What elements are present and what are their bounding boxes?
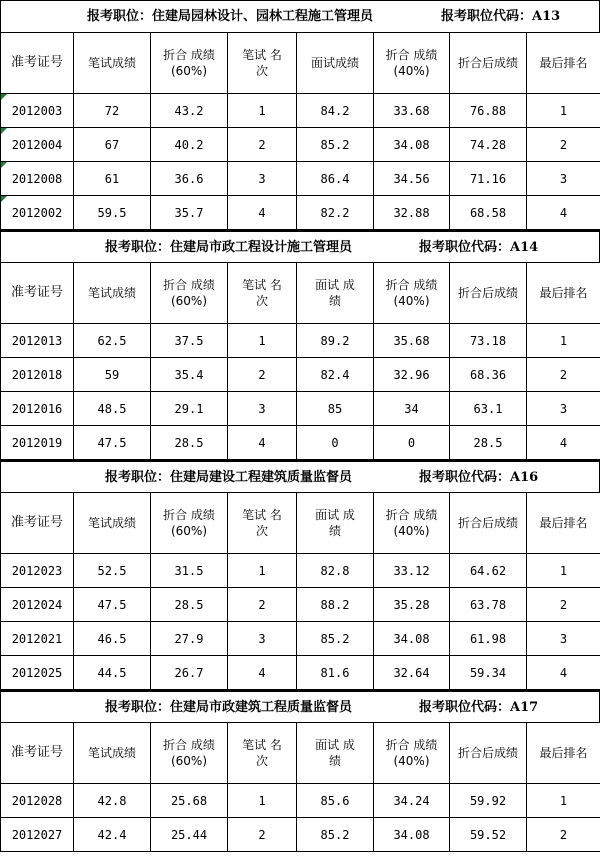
position-code: 报考职位代码：A13 bbox=[441, 9, 561, 24]
cell-interview: 84.2 bbox=[297, 94, 374, 128]
header-id bbox=[1, 723, 74, 784]
cell-conv-interview: 33.12 bbox=[374, 554, 450, 588]
header-final-rank bbox=[527, 723, 600, 784]
section-title bbox=[0, 690, 600, 722]
cell-total: 64.62 bbox=[450, 554, 527, 588]
cell-total: 59.92 bbox=[450, 784, 527, 818]
table-row bbox=[1, 162, 600, 196]
header-conv-written-text: 折合 成绩 bbox=[163, 48, 215, 62]
cell-written-rank: 4 bbox=[228, 426, 297, 460]
header-written-rank bbox=[228, 263, 297, 324]
cell-interview: 85.2 bbox=[297, 128, 374, 162]
header-conv-written-text: (60%) bbox=[170, 524, 208, 538]
cell-id: 2012013 bbox=[1, 324, 74, 358]
cell-written-rank: 1 bbox=[228, 784, 297, 818]
header-written-rank-text: 笔试 名 bbox=[242, 738, 282, 752]
cell-total: 28.5 bbox=[450, 426, 527, 460]
cell-written-rank: 2 bbox=[228, 818, 297, 852]
header-interview-text: 面试 成 bbox=[315, 738, 355, 752]
cell-final-rank: 2 bbox=[527, 358, 600, 392]
header-interview bbox=[297, 33, 374, 94]
cell-conv-interview: 35.28 bbox=[374, 588, 450, 622]
cell-interview: 88.2 bbox=[297, 588, 374, 622]
cell-id: 2012028 bbox=[1, 784, 74, 818]
table-row bbox=[1, 554, 600, 588]
cell-id: 2012008 bbox=[1, 162, 74, 196]
cell-final-rank: 4 bbox=[527, 656, 600, 690]
header-row bbox=[1, 263, 600, 324]
cell-conv-written: 28.5 bbox=[151, 588, 228, 622]
cell-interview: 86.4 bbox=[297, 162, 374, 196]
cell-written: 44.5 bbox=[74, 656, 151, 690]
cell-conv-interview: 34 bbox=[374, 392, 450, 426]
header-conv-interview-text: (40%) bbox=[393, 294, 430, 308]
cell-written-rank: 3 bbox=[228, 622, 297, 656]
cell-written-rank: 3 bbox=[228, 392, 297, 426]
cell-total: 68.36 bbox=[450, 358, 527, 392]
header-written-rank bbox=[228, 33, 297, 94]
header-id-text: 准考证号 bbox=[10, 55, 63, 70]
cell-written-rank: 2 bbox=[228, 358, 297, 392]
cell-conv-interview: 34.08 bbox=[374, 818, 450, 852]
header-conv-written bbox=[151, 493, 228, 554]
cell-interview: 85.6 bbox=[297, 784, 374, 818]
header-written bbox=[74, 263, 151, 324]
table-row bbox=[1, 656, 600, 690]
cell-conv-written: 31.5 bbox=[151, 554, 228, 588]
header-interview-text: 绩 bbox=[328, 294, 341, 308]
header-conv-written bbox=[151, 723, 228, 784]
header-row bbox=[1, 493, 600, 554]
cell-written: 47.5 bbox=[74, 588, 151, 622]
cell-id: 2012002 bbox=[1, 196, 74, 230]
header-total bbox=[450, 263, 527, 324]
cell-conv-written: 25.68 bbox=[151, 784, 228, 818]
cell-written-rank: 4 bbox=[228, 656, 297, 690]
cell-written: 48.5 bbox=[74, 392, 151, 426]
header-interview-text: 面试 成 bbox=[315, 508, 355, 522]
position-section bbox=[0, 460, 600, 690]
header-conv-interview bbox=[374, 493, 450, 554]
row-marker bbox=[1, 196, 7, 202]
cell-interview: 82.4 bbox=[297, 358, 374, 392]
header-conv-written-text: (60%) bbox=[170, 294, 208, 308]
header-written-rank-text: 次 bbox=[255, 754, 268, 768]
cell-id: 2012004 bbox=[1, 128, 74, 162]
cell-conv-interview: 32.96 bbox=[374, 358, 450, 392]
cell-conv-interview: 32.64 bbox=[374, 656, 450, 690]
header-conv-written bbox=[151, 263, 228, 324]
cell-interview: 82.2 bbox=[297, 196, 374, 230]
table-row bbox=[1, 588, 600, 622]
cell-written-rank: 4 bbox=[228, 196, 297, 230]
header-final-rank-text: 最后排名 bbox=[539, 286, 588, 300]
row-marker bbox=[1, 128, 7, 134]
position-name: 报考职位：住建局园林设计、园林工程施工管理员 bbox=[87, 9, 374, 24]
cell-conv-written: 25.44 bbox=[151, 818, 228, 852]
cell-conv-written: 29.1 bbox=[151, 392, 228, 426]
position-name: 报考职位：住建局市政工程设计施工管理员 bbox=[105, 240, 353, 255]
cell-conv-written: 40.2 bbox=[151, 128, 228, 162]
table-row bbox=[1, 128, 600, 162]
cell-total: 68.58 bbox=[450, 196, 527, 230]
header-total-text: 折合后成绩 bbox=[457, 56, 518, 70]
section-title bbox=[0, 0, 600, 32]
table-row bbox=[1, 784, 600, 818]
table-row bbox=[1, 818, 600, 852]
cell-conv-interview: 34.24 bbox=[374, 784, 450, 818]
cell-conv-written: 28.5 bbox=[151, 426, 228, 460]
table-row bbox=[1, 426, 600, 460]
header-final-rank-text: 最后排名 bbox=[539, 56, 588, 70]
header-written-rank-text: 笔试 名 bbox=[242, 48, 282, 62]
cell-conv-interview: 34.56 bbox=[374, 162, 450, 196]
header-written-rank-text: 笔试 名 bbox=[242, 508, 282, 522]
cell-conv-written: 27.9 bbox=[151, 622, 228, 656]
cell-final-rank: 1 bbox=[527, 554, 600, 588]
header-total-text: 折合后成绩 bbox=[457, 516, 518, 530]
cell-written: 72 bbox=[74, 94, 151, 128]
cell-final-rank: 1 bbox=[527, 784, 600, 818]
cell-written-rank: 3 bbox=[228, 162, 297, 196]
header-written-rank-text: 次 bbox=[255, 64, 268, 78]
cell-total: 63.78 bbox=[450, 588, 527, 622]
cell-conv-written: 35.7 bbox=[151, 196, 228, 230]
cell-written: 46.5 bbox=[74, 622, 151, 656]
header-written-rank-text: 笔试 名 bbox=[242, 278, 282, 292]
cell-interview: 89.2 bbox=[297, 324, 374, 358]
header-row bbox=[1, 723, 600, 784]
cell-written: 59.5 bbox=[74, 196, 151, 230]
header-conv-interview-text: 折合 成绩 bbox=[385, 278, 438, 292]
cell-final-rank: 1 bbox=[527, 94, 600, 128]
cell-id: 2012025 bbox=[1, 656, 74, 690]
header-interview-text: 绩 bbox=[328, 524, 341, 538]
cell-written: 52.5 bbox=[74, 554, 151, 588]
header-interview bbox=[297, 493, 374, 554]
score-table bbox=[0, 492, 600, 690]
cell-total: 59.34 bbox=[450, 656, 527, 690]
header-conv-interview-text: 折合 成绩 bbox=[385, 508, 438, 522]
cell-id: 2012016 bbox=[1, 392, 74, 426]
header-conv-interview bbox=[374, 723, 450, 784]
header-conv-interview-text: (40%) bbox=[393, 64, 430, 78]
cell-id: 2012003 bbox=[1, 94, 74, 128]
cell-total: 74.28 bbox=[450, 128, 527, 162]
header-id bbox=[1, 493, 74, 554]
header-total bbox=[450, 33, 527, 94]
cell-conv-interview: 34.08 bbox=[374, 128, 450, 162]
header-final-rank-text: 最后排名 bbox=[539, 516, 588, 530]
position-code: 报考职位代码：A14 bbox=[419, 240, 539, 255]
cell-id: 2012024 bbox=[1, 588, 74, 622]
header-written-rank-text: 次 bbox=[255, 524, 268, 538]
cell-conv-written: 26.7 bbox=[151, 656, 228, 690]
header-id-text: 准考证号 bbox=[10, 515, 63, 530]
header-total bbox=[450, 723, 527, 784]
header-conv-written-text: 折合 成绩 bbox=[163, 278, 215, 292]
header-written bbox=[74, 493, 151, 554]
header-conv-interview-text: (40%) bbox=[393, 754, 430, 768]
cell-written: 59 bbox=[74, 358, 151, 392]
cell-conv-interview: 35.68 bbox=[374, 324, 450, 358]
cell-interview: 0 bbox=[297, 426, 374, 460]
table-row bbox=[1, 358, 600, 392]
cell-written: 67 bbox=[74, 128, 151, 162]
row-marker bbox=[1, 162, 7, 168]
header-written-rank-text: 次 bbox=[255, 294, 268, 308]
header-conv-interview-text: 折合 成绩 bbox=[385, 48, 438, 62]
header-written-rank bbox=[228, 493, 297, 554]
cell-conv-written: 37.5 bbox=[151, 324, 228, 358]
cell-final-rank: 1 bbox=[527, 324, 600, 358]
cell-written: 47.5 bbox=[74, 426, 151, 460]
cell-total: 59.52 bbox=[450, 818, 527, 852]
header-interview bbox=[297, 723, 374, 784]
score-table bbox=[0, 722, 600, 852]
cell-written: 61 bbox=[74, 162, 151, 196]
header-id bbox=[1, 33, 74, 94]
position-name: 报考职位：住建局建设工程建筑质量监督员 bbox=[105, 470, 353, 485]
score-table bbox=[0, 262, 600, 460]
cell-final-rank: 3 bbox=[527, 622, 600, 656]
header-conv-interview bbox=[374, 263, 450, 324]
header-interview bbox=[297, 263, 374, 324]
table-row bbox=[1, 324, 600, 358]
section-title bbox=[0, 460, 600, 492]
cell-final-rank: 4 bbox=[527, 426, 600, 460]
header-interview-text: 面试 成 bbox=[315, 278, 355, 292]
header-id-text: 准考证号 bbox=[10, 285, 63, 300]
header-conv-interview-text: 折合 成绩 bbox=[385, 738, 438, 752]
position-section bbox=[0, 230, 600, 460]
header-conv-interview bbox=[374, 33, 450, 94]
header-written bbox=[74, 33, 151, 94]
cell-written: 42.4 bbox=[74, 818, 151, 852]
header-row bbox=[1, 33, 600, 94]
header-conv-written-text: (60%) bbox=[170, 64, 208, 78]
cell-conv-interview: 32.88 bbox=[374, 196, 450, 230]
cell-conv-written: 43.2 bbox=[151, 94, 228, 128]
header-interview-text: 面试成绩 bbox=[310, 56, 359, 70]
cell-written-rank: 2 bbox=[228, 588, 297, 622]
cell-id: 2012023 bbox=[1, 554, 74, 588]
header-conv-interview-text: (40%) bbox=[393, 524, 430, 538]
header-written-text: 笔试成绩 bbox=[87, 286, 136, 300]
cell-interview: 85 bbox=[297, 392, 374, 426]
cell-total: 73.18 bbox=[450, 324, 527, 358]
cell-final-rank: 4 bbox=[527, 196, 600, 230]
header-conv-written-text: 折合 成绩 bbox=[163, 508, 215, 522]
cell-written-rank: 2 bbox=[228, 128, 297, 162]
position-section bbox=[0, 690, 600, 852]
header-total bbox=[450, 493, 527, 554]
cell-total: 76.88 bbox=[450, 94, 527, 128]
header-written-text: 笔试成绩 bbox=[87, 746, 136, 760]
cell-total: 63.1 bbox=[450, 392, 527, 426]
cell-final-rank: 2 bbox=[527, 818, 600, 852]
header-written-text: 笔试成绩 bbox=[87, 56, 136, 70]
cell-final-rank: 3 bbox=[527, 392, 600, 426]
header-id-text: 准考证号 bbox=[10, 745, 63, 760]
cell-interview: 82.8 bbox=[297, 554, 374, 588]
cell-conv-interview: 0 bbox=[374, 426, 450, 460]
position-name: 报考职位：住建局市政建筑工程质量监督员 bbox=[105, 700, 353, 715]
header-interview-text: 绩 bbox=[328, 754, 341, 768]
score-table bbox=[0, 32, 600, 230]
table-row bbox=[1, 622, 600, 656]
cell-written-rank: 1 bbox=[228, 324, 297, 358]
position-code: 报考职位代码：A17 bbox=[419, 700, 539, 715]
cell-final-rank: 2 bbox=[527, 588, 600, 622]
header-total-text: 折合后成绩 bbox=[457, 286, 518, 300]
header-conv-written bbox=[151, 33, 228, 94]
cell-conv-written: 36.6 bbox=[151, 162, 228, 196]
header-final-rank bbox=[527, 493, 600, 554]
cell-written: 62.5 bbox=[74, 324, 151, 358]
cell-written: 42.8 bbox=[74, 784, 151, 818]
header-final-rank bbox=[527, 263, 600, 324]
cell-final-rank: 3 bbox=[527, 162, 600, 196]
cell-final-rank: 2 bbox=[527, 128, 600, 162]
header-conv-written-text: 折合 成绩 bbox=[163, 738, 215, 752]
cell-id: 2012018 bbox=[1, 358, 74, 392]
cell-id: 2012021 bbox=[1, 622, 74, 656]
cell-conv-interview: 33.68 bbox=[374, 94, 450, 128]
header-final-rank bbox=[527, 33, 600, 94]
cell-total: 71.16 bbox=[450, 162, 527, 196]
cell-conv-written: 35.4 bbox=[151, 358, 228, 392]
header-written-text: 笔试成绩 bbox=[87, 516, 136, 530]
cell-interview: 81.6 bbox=[297, 656, 374, 690]
header-conv-written-text: (60%) bbox=[170, 754, 208, 768]
cell-total: 61.98 bbox=[450, 622, 527, 656]
cell-id: 2012027 bbox=[1, 818, 74, 852]
table-row bbox=[1, 94, 600, 128]
table-row bbox=[1, 392, 600, 426]
cell-id: 2012019 bbox=[1, 426, 74, 460]
cell-interview: 85.2 bbox=[297, 622, 374, 656]
header-total-text: 折合后成绩 bbox=[457, 746, 518, 760]
row-marker bbox=[1, 94, 7, 100]
cell-written-rank: 1 bbox=[228, 94, 297, 128]
cell-conv-interview: 34.08 bbox=[374, 622, 450, 656]
cell-written-rank: 1 bbox=[228, 554, 297, 588]
cell-interview: 85.2 bbox=[297, 818, 374, 852]
position-code: 报考职位代码：A16 bbox=[419, 470, 539, 485]
position-section bbox=[0, 0, 600, 230]
header-final-rank-text: 最后排名 bbox=[539, 746, 588, 760]
section-title bbox=[0, 230, 600, 262]
table-row bbox=[1, 196, 600, 230]
header-written bbox=[74, 723, 151, 784]
header-written-rank bbox=[228, 723, 297, 784]
header-id bbox=[1, 263, 74, 324]
